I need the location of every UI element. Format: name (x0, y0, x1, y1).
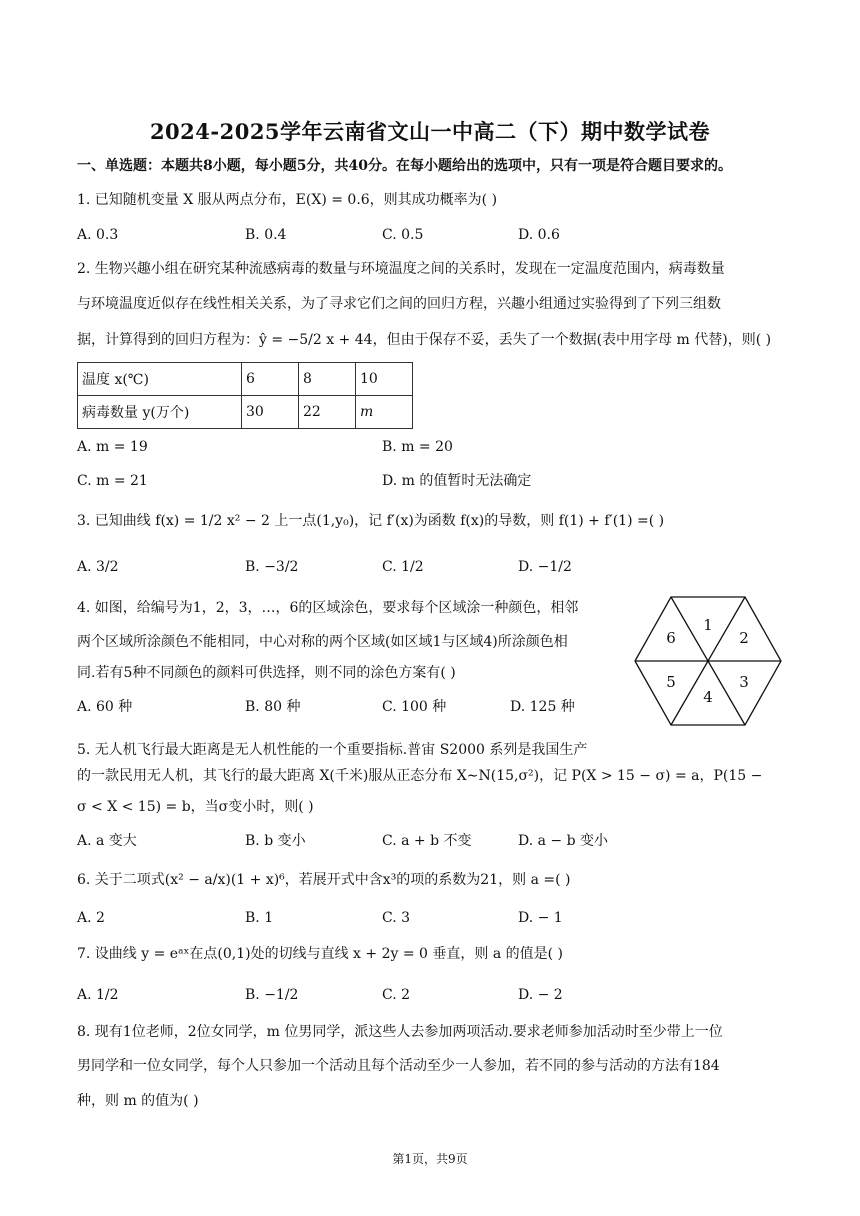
table-cell: 30 (242, 396, 299, 429)
q7-stem: 7. 设曲线 y = eᵃˣ在点(0,1)处的切线与直线 x + 2y = 0 垂直，则 a 的值是( ) (77, 946, 564, 962)
q3-option-b: B. −3/2 (245, 559, 299, 575)
q2-regression-equation: ŷ = −5/2 x + 44 (259, 332, 373, 348)
q5-option-d: D. a − b 变小 (518, 833, 609, 849)
q4-line1: 4. 如图，给编号为1，2，3，…，6的区域涂色，要求每个区域涂一种颜色，相邻 (77, 600, 579, 616)
region-label-4: 4 (703, 688, 713, 706)
q6-option-d: D. − 1 (518, 910, 563, 926)
section-heading: 一、单选题：本题共8小题，每小题5分，共40分。在每小题给出的选项中，只有一项是符合题目要求的。 (77, 158, 732, 174)
q2-option-c: C. m = 21 (77, 473, 148, 489)
q1-option-c: C. 0.5 (382, 227, 424, 243)
table-cell: 8 (299, 363, 356, 396)
table-cell: 22 (299, 396, 356, 429)
q3-option-d: D. −1/2 (518, 559, 572, 575)
q2-option-b: B. m = 20 (382, 439, 453, 455)
q2-line2: 与环境温度近似存在线性相关关系，为了寻求它们之间的回归方程，兴趣小组通过实验得到了下列三组数 (77, 296, 721, 312)
q5-option-b: B. b 变小 (245, 833, 306, 849)
region-label-1: 1 (703, 616, 713, 634)
q4-line2: 两个区域所涂颜色不能相同，中心对称的两个区域(如区域1与区域4)所涂颜色相 (77, 634, 568, 650)
q3-option-c: C. 1/2 (382, 559, 424, 575)
table-cell: 6 (242, 363, 299, 396)
q3-option-a: A. 3/2 (77, 559, 119, 575)
q7-option-b: B. −1/2 (245, 987, 299, 1003)
q5-line1: 5. 无人机飞行最大距离是无人机性能的一个重要指标.普宙 S2000 系列是我国生产 (77, 742, 588, 758)
q7-option-c: C. 2 (382, 987, 411, 1003)
table-cell: m (356, 396, 413, 429)
region-label-6: 6 (666, 629, 676, 647)
region-label-2: 2 (739, 629, 749, 647)
q1-option-b: B. 0.4 (245, 227, 287, 243)
table-cell: 温度 x(℃) (78, 363, 242, 396)
table-cell: 10 (356, 363, 413, 396)
q5-line3: σ < X < 15) = b，当σ变小时，则( ) (77, 799, 314, 815)
q4-line3: 同.若有5种不同颜色的颜料可供选择，则不同的涂色方案有( ) (77, 665, 456, 681)
q3-stem: 3. 已知曲线 f(x) = 1/2 x² − 2 上一点(1,y₀)，记 f′(x)为函数 f(x)的导数，则 f(1) + f′(1) =( ) (77, 513, 665, 529)
region-label-3: 3 (739, 673, 749, 691)
hexagon-region-figure (633, 595, 783, 727)
q4-option-c: C. 100 种 (382, 699, 447, 715)
q6-option-a: A. 2 (77, 910, 105, 926)
q2-option-d: D. m 的值暂时无法确定 (382, 473, 532, 489)
q2-option-a: A. m = 19 (77, 439, 148, 455)
q6-option-b: B. 1 (245, 910, 274, 926)
table-row (78, 363, 413, 396)
q1-option-d: D. 0.6 (518, 227, 560, 243)
q1-option-a: A. 0.3 (77, 227, 119, 243)
q6-option-c: C. 3 (382, 910, 411, 926)
region-label-5: 5 (666, 673, 676, 691)
q8-line1: 8. 现有1位老师，2位女同学，m 位男同学，派这些人去参加两项活动.要求老师参加活动时至少带上一位 (77, 1024, 723, 1040)
q1-stem: 1. 已知随机变量 X 服从两点分布，E(X) = 0.6，则其成功概率为( ) (77, 192, 498, 208)
exam-title: 2024-2025学年云南省文山一中高二（下）期中数学试卷 (149, 119, 711, 144)
q8-line3: 种，则 m 的值为( ) (77, 1093, 199, 1109)
q2-data-table (77, 362, 413, 429)
q5-option-c: C. a + b 不变 (382, 833, 472, 849)
q2-line1: 2. 生物兴趣小组在研究某种流感病毒的数量与环境温度之间的关系时，发现在一定温度范围内，病毒数量 (77, 261, 725, 277)
q2-line3-post: ，但由于保存不妥，丢失了一个数据(表中用字母 m 代替)，则( ) (372, 332, 772, 348)
q7-option-a: A. 1/2 (77, 987, 119, 1003)
page-footer: 第1页，共9页 (392, 1152, 468, 1166)
table-cell: 病毒数量 y(万个) (78, 396, 242, 429)
q4-option-b: B. 80 种 (245, 699, 301, 715)
q5-option-a: A. a 变大 (77, 833, 137, 849)
q8-line2: 男同学和一位女同学，每个人只参加一个活动且每个活动至少一人参加，若不同的参与活动的方法有184 (77, 1058, 720, 1074)
table-row (78, 396, 413, 429)
q4-option-a: A. 60 种 (77, 699, 133, 715)
q5-line2: 的一款民用无人机，其飞行的最大距离 X(千米)服从正态分布 X∼N(15,σ²)，记 P(X > 15 − σ) = a，P(15 − (77, 768, 763, 784)
q2-line3-pre: 据，计算得到的回归方程为： (77, 332, 259, 348)
q6-stem: 6. 关于二项式(x² − a/x)(1 + x)⁶，若展开式中含x³的项的系数为21，则 a =( ) (77, 872, 571, 888)
q2-line3 (77, 330, 771, 350)
q4-option-d: D. 125 种 (510, 699, 575, 715)
q7-option-d: D. − 2 (518, 987, 563, 1003)
